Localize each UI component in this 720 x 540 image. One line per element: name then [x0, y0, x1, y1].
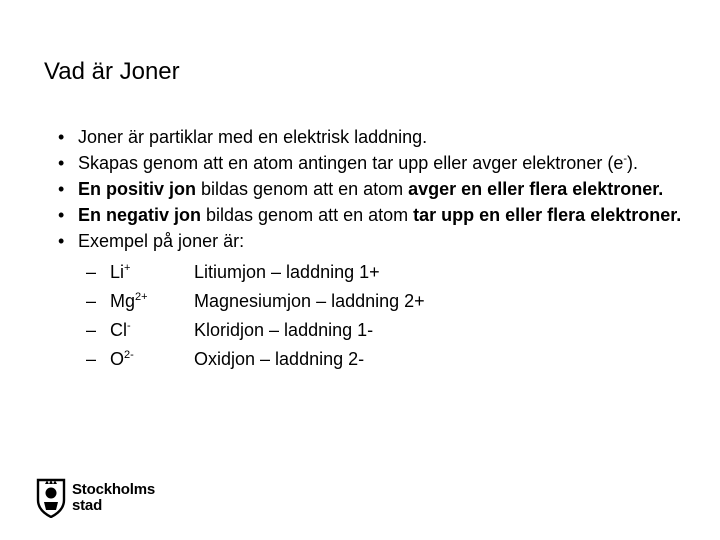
slide-title: Vad är Joner	[44, 58, 180, 85]
logo-line-2: stad	[72, 497, 103, 514]
dash: –	[86, 349, 97, 369]
bullet-text: bildas genom att en atom	[196, 179, 409, 199]
ion-row	[58, 316, 698, 345]
bullet-item	[58, 150, 698, 176]
bullet-text: Exempel på joner är:	[78, 231, 245, 251]
ion-description: Magnesiumjon – laddning 2+	[194, 291, 425, 311]
bullet-item	[58, 124, 698, 150]
bullet-text: Joner är partiklar med en elektrisk laddning.	[78, 127, 428, 147]
ion-row	[58, 287, 698, 316]
bullet-dot: •	[58, 127, 65, 147]
stockholm-crest-icon	[36, 478, 66, 518]
bold-term: En positiv jon	[78, 179, 197, 199]
ion-charge: +	[124, 262, 131, 274]
ion-row	[58, 258, 698, 287]
logo-line-1: Stockholms	[72, 481, 156, 498]
bullet-text: bildas genom att en atom	[201, 205, 414, 225]
bullet-item	[58, 176, 698, 202]
ion-description: Oxidjon – laddning 2-	[194, 349, 365, 369]
bullet-dot: •	[58, 205, 65, 225]
bold-term: avger en eller flera elektroner.	[408, 179, 664, 199]
logo-text	[72, 482, 155, 514]
bullet-dot: •	[58, 231, 65, 251]
bullet-item	[58, 202, 698, 228]
dash: –	[86, 262, 97, 282]
ion-row	[58, 345, 698, 374]
ion-symbol: $Mg^{2+}$	[110, 291, 148, 311]
bullet-item	[58, 228, 698, 254]
ion-description: Litiumjon – laddning 1+	[194, 262, 380, 282]
ion-charge: 2+	[135, 291, 148, 303]
ion-description: Kloridjon – laddning 1-	[194, 320, 374, 340]
ion-charge: 2-	[124, 349, 134, 361]
bullet-dot: •	[58, 179, 65, 199]
bullet-text-end: ).	[627, 153, 638, 173]
dash: –	[86, 291, 97, 311]
bullet-text: Skapas genom att en atom antingen tar upp eller avger elektroner (e	[78, 153, 624, 173]
bold-term: tar upp en eller flera elektroner.	[413, 205, 682, 225]
ion-examples	[58, 258, 698, 374]
stockholm-logo	[36, 478, 155, 518]
bullet-dot: •	[58, 153, 65, 173]
ion-charge: -	[127, 320, 131, 332]
ion-symbol: Li+	[110, 262, 131, 282]
electron-charge: -	[623, 153, 627, 165]
bold-term: En negativ jon	[78, 205, 202, 225]
ion-symbol: $O^{2-}$	[110, 349, 134, 369]
bullet-list	[58, 124, 698, 374]
dash: –	[86, 320, 97, 340]
ion-symbol: Cl-	[110, 320, 131, 340]
